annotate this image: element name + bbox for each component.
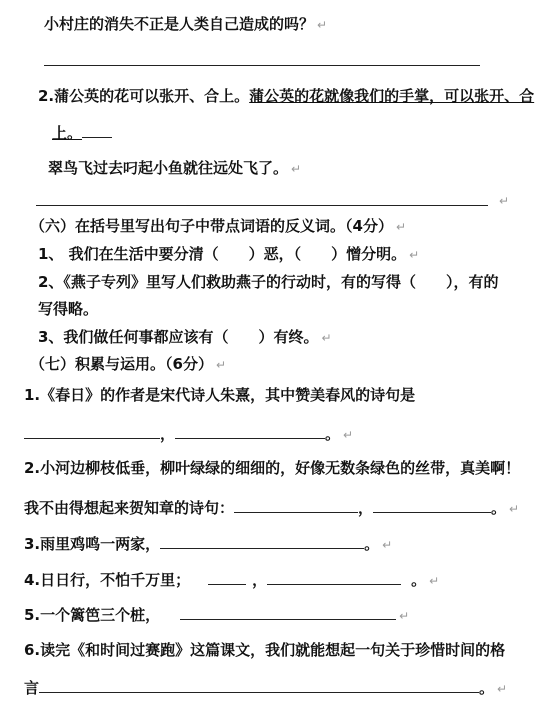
paragraph-mark-icon: ↵ <box>509 502 520 516</box>
answer-blank[interactable] <box>175 422 325 439</box>
answer-line[interactable] <box>44 65 480 66</box>
question-dandelion: 2.蒲公英的花可以张开、合上。蒲公英的花就像我们的手掌，可以张开、合 <box>38 87 535 105</box>
answer-blank[interactable] <box>234 496 358 513</box>
paragraph-mark-icon: ↵ <box>499 194 510 208</box>
question-5: 5.一个篱笆三个桩， ↵ <box>24 603 409 626</box>
answer-blank[interactable] <box>208 568 246 585</box>
question-dandelion-cont: 上。 <box>52 121 112 143</box>
question-1-blanks: ， 。 ↵ <box>24 422 353 445</box>
answer-line[interactable] <box>36 205 488 206</box>
paragraph-mark-icon: ↵ <box>343 428 354 442</box>
question-2-blanks: 我不由得想起来贺知章的诗句： ， 。 ↵ <box>24 496 519 519</box>
paragraph-mark-icon: ↵ <box>291 162 302 176</box>
sentence-kingfisher: 翠鸟飞过去叼起小鱼就往远处飞了。 ↵ <box>48 159 302 177</box>
answer-blank[interactable] <box>160 532 364 549</box>
section6-item2: 2、《燕子专列》里写人们救助燕子的行动时，有的写得（ ），有的 <box>38 273 499 291</box>
answer-blank[interactable] <box>373 496 491 513</box>
paragraph-mark-icon: ↵ <box>497 682 508 696</box>
paragraph-mark-icon: ↵ <box>321 331 332 345</box>
paragraph-mark-icon: ↵ <box>215 358 227 372</box>
question-3: 3.雨里鸡鸣一两家， 。 ↵ <box>24 532 392 555</box>
answer-blank[interactable] <box>39 676 479 693</box>
section6-item2-cont: 写得略。 <box>38 300 99 318</box>
answer-blank[interactable] <box>267 568 401 585</box>
paragraph-mark-icon: ↵ <box>382 538 393 552</box>
question-6-cont: 言 。 ↵ <box>24 676 507 699</box>
answer-blank[interactable] <box>24 422 160 439</box>
paragraph-mark-icon: ↵ <box>409 248 420 262</box>
section6-item1: 1、 我们在生活中要分清（ ）恶，（ ）憎分明。 ↵ <box>38 245 420 263</box>
paragraph-mark-icon: ↵ <box>395 220 407 234</box>
question-1: 1.《春日》的作者是宋代诗人朱熹，其中赞美春风的诗句是 <box>24 386 416 404</box>
section7-title: （七）积累与运用。（6分） ↵ <box>30 355 227 373</box>
section6-item3: 3、我们做任何事都应该有（ ）有终。 ↵ <box>38 328 332 346</box>
question-4: 4.日日行，不怕千万里； ， 。 ↵ <box>24 568 439 591</box>
paragraph-mark-icon: ↵ <box>317 18 328 32</box>
paragraph-mark-icon: ↵ <box>399 609 410 623</box>
paragraph-mark-icon: ↵ <box>429 574 440 588</box>
question-village: 小村庄的消失不正是人类自己造成的吗？ ↵ <box>44 15 328 33</box>
answer-blank[interactable] <box>180 603 396 620</box>
section6-title: （六）在括号里写出句子中带点词语的反义词。（4分） ↵ <box>30 217 407 235</box>
question-2: 2.小河边柳枝低垂，柳叶绿绿的细细的，好像无数条绿色的丝带，真美啊！ <box>24 459 521 477</box>
question-6: 6.读完《和时间过赛跑》这篇课文，我们就能想起一句关于珍惜时间的格 <box>24 641 506 659</box>
answer-blank[interactable] <box>82 121 112 138</box>
